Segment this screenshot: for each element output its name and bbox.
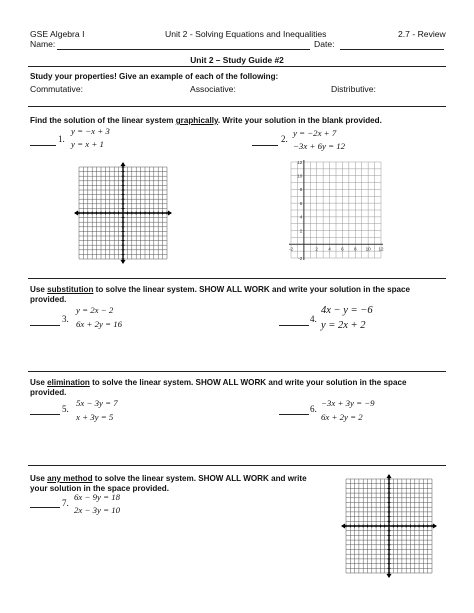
axis-arrow-icon [387,474,392,478]
section-number: 2.7 - Review [398,29,446,39]
y-tick-label: 8 [299,187,303,193]
grid-3-lines [341,474,437,578]
q5-equation-1: 5x − 3y = 7 [76,398,118,408]
q4-equation-2: y = 2x + 2 [321,320,366,331]
q5-equation-2: x + 3y = 5 [76,412,114,422]
y-tick-label: 10 [297,173,303,179]
question-number-1: 1. [58,134,65,144]
any-method-emphasis: any method [47,474,93,483]
axis-arrow-icon [168,211,172,216]
answer-blank-3[interactable] [30,325,60,326]
date-label: Date: [314,39,335,49]
grid-1-lines [74,162,172,264]
x-tick-label: 10 [365,246,371,252]
x-tick-label: 4 [328,246,331,252]
question-number-7: 7. [62,498,69,508]
commutative-label: Commutative: [30,84,84,94]
y-tick-label: 6 [299,200,303,206]
grid-2-lines [289,160,383,260]
page-title: Unit 2 – Study Guide #2 [190,55,284,65]
q1-equation-1: y = −x + 3 [71,126,110,136]
q2-equation-1: y = −2x + 7 [293,128,337,138]
question-number-6: 6. [310,404,317,414]
y-tick-label: 4 [299,214,303,220]
coordinate-grid-1[interactable] [74,162,172,264]
axis-arrow-icon [74,211,78,216]
answer-blank-7[interactable] [30,507,60,508]
question-number-2: 2. [281,134,288,144]
axis-arrow-icon [433,524,437,529]
date-field[interactable] [340,49,444,50]
any-method-prompt: Use any method to solve the linear system. SHOW ALL WORK and write your solution in the space provided. [30,474,307,493]
answer-blank-5[interactable] [30,414,60,415]
elimination-prompt: Use elimination to solve the linear system. SHOW ALL WORK and write your solution in the space provided. [30,378,407,397]
q3-equation-2: 6x + 2y = 16 [76,319,123,329]
question-number-3: 3. [62,314,69,324]
q6-equation-2: 6x + 2y = 2 [321,412,363,422]
section-divider [28,278,446,279]
question-number-5: 5. [62,404,69,414]
title-divider [28,66,446,67]
axis-arrow-icon [341,524,345,529]
axis-arrow-icon [121,162,126,166]
q7-equation-2: 2x − 3y = 10 [74,505,121,515]
section-divider [28,465,446,466]
graphically-emphasis: graphically [175,116,218,125]
answer-blank-1[interactable] [30,145,56,146]
associative-label: Associative: [190,84,236,94]
elimination-emphasis: elimination [47,378,90,387]
q6-equation-1: −3x + 3y = −9 [321,398,375,408]
x-tick-label: 2 [315,246,318,252]
graphing-prompt: Find the solution of the linear system graphically. Write your solution in the blank provided. [30,116,382,125]
q1-equation-2: y = x + 1 [71,139,104,149]
x-tick-label: 12 [378,246,384,252]
x-tick-label: -2 [288,246,294,252]
substitution-prompt: Use substitution to solve the linear system. SHOW ALL WORK and write your solution in the space provided. [30,285,411,304]
y-tick-label: 12 [297,159,303,165]
grid-2-tick-labels [289,160,384,261]
y-tick-label: 2 [299,228,303,234]
y-tick-label: -2 [298,255,303,261]
answer-blank-4[interactable] [279,325,309,326]
q2-equation-2: −3x + 6y = 12 [293,141,346,151]
x-tick-label: 6 [341,246,344,252]
q7-equation-1: 6x − 9y = 18 [74,492,121,502]
question-number-4: 4. [310,314,317,324]
answer-blank-2[interactable] [252,145,278,146]
axis-arrow-icon [387,574,392,578]
section-divider [28,106,446,107]
name-label: Name: [30,39,56,49]
coordinate-grid-2[interactable] [281,158,385,264]
x-tick-label: 8 [354,246,357,252]
name-field[interactable] [57,49,310,50]
q4-equation-1: 4x − y = −6 [321,305,373,316]
axis-arrow-icon [121,260,126,264]
distributive-label: Distributive: [331,84,376,94]
unit-title: Unit 2 - Solving Equations and Inequalities [165,29,327,39]
properties-prompt: Study your properties! Give an example of each of the following: [30,72,279,81]
substitution-emphasis: substitution [47,285,94,294]
course-name: GSE Algebra I [30,29,85,39]
section-divider [28,371,446,372]
q3-equation-1: y = 2x − 2 [76,305,114,315]
coordinate-grid-3[interactable] [341,474,437,578]
answer-blank-6[interactable] [279,414,309,415]
